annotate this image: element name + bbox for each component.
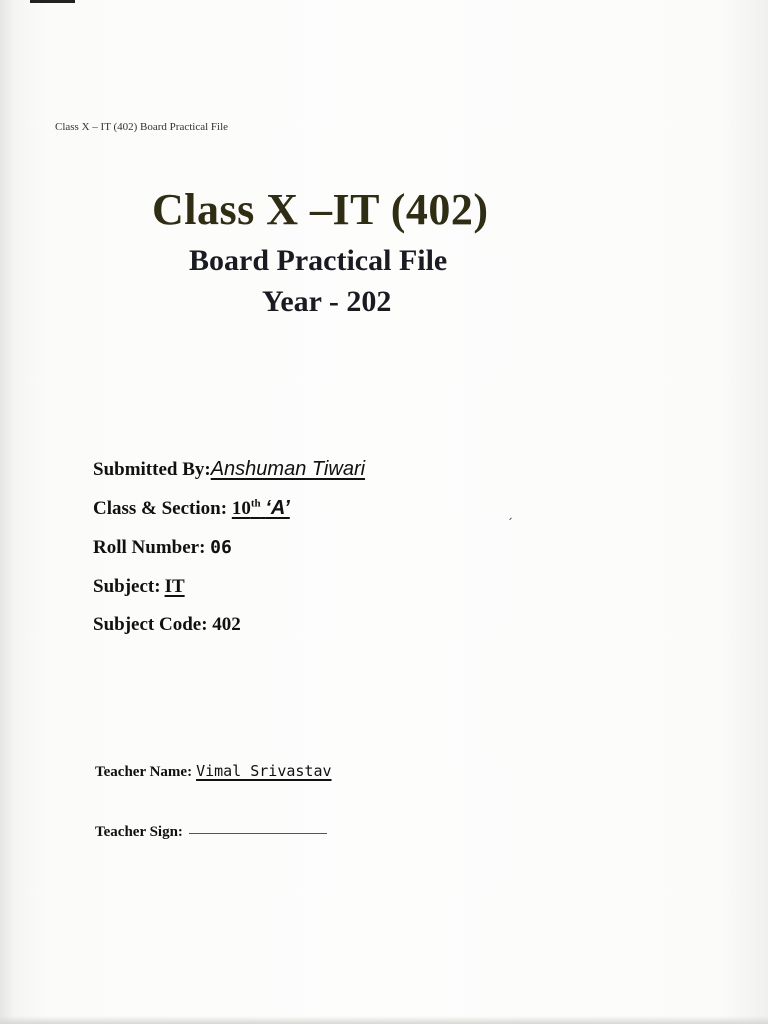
subject-code-row: [93, 614, 241, 636]
roll-number-value: 06: [210, 537, 232, 558]
running-header: Class X – IT (402) Board Practical File: [55, 121, 229, 133]
class-section-label: Class & Section:: [93, 498, 228, 519]
teacher-name-value: Vimal Srivastav: [196, 762, 332, 780]
class-section-value: [232, 497, 290, 520]
teacher-sign-row: [95, 824, 327, 841]
section-letter: ‘A’: [265, 497, 290, 519]
teacher-name-row: [95, 762, 332, 781]
teacher-name-label: Teacher Name:: [95, 764, 193, 780]
subject-value: IT: [164, 576, 185, 597]
class-ordinal-suffix: th: [250, 497, 261, 510]
roll-number-row: [93, 537, 232, 559]
scan-edge-shadow-bottom: [0, 1016, 768, 1024]
scan-mark-top: [30, 0, 75, 3]
teacher-sign-label: Teacher Sign:: [95, 824, 183, 840]
submitted-by-value: Anshuman Tiwari: [210, 458, 366, 480]
scan-edge-shadow-left: [0, 0, 14, 1024]
document-subtitle: Board Practical File: [189, 244, 448, 277]
document-year: Year - 202: [262, 285, 392, 318]
teacher-sign-line: [189, 832, 327, 834]
submitted-by-row: [93, 458, 379, 481]
subject-row: [93, 576, 189, 598]
subject-label: Subject:: [93, 576, 161, 597]
subject-code-label: Subject Code:: [93, 614, 208, 635]
class-section-row: [93, 497, 290, 520]
submitted-by-label: Submitted By:: [93, 459, 211, 480]
class-number: 10: [231, 498, 251, 519]
document-title: Class X –IT (402): [152, 185, 489, 234]
subject-code-value: 402: [212, 614, 241, 635]
roll-number-label: Roll Number:: [93, 537, 206, 558]
stray-pen-mark: ˏ: [507, 506, 513, 520]
